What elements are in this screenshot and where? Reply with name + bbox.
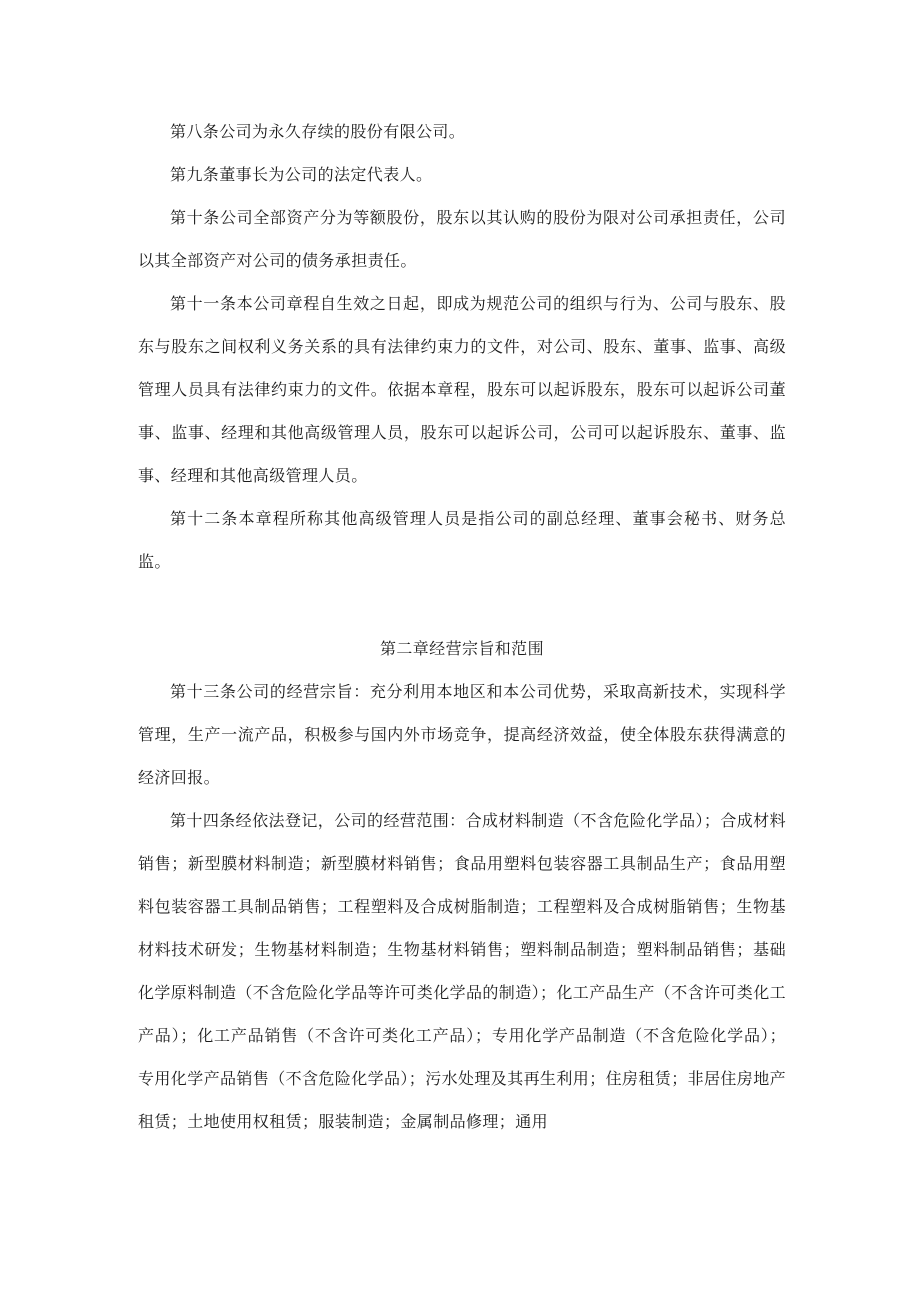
article-11: 第十一条本公司章程自生效之日起，即成为规范公司的组织与行为、公司与股东、股东与股东之间权利义务关系的具有法律约束力的文件，对公司、股东、董事、监事、高级管理人员具有法律约束力的文件。依据本章程，股东可以起诉股东，股东可以起诉公司董事、监事、经理和其他高级管理人员，股东可以起诉公司，公司可以起诉股东、董事、监事、经理和其他高级管理人员。 bbox=[138, 294, 786, 485]
article-10: 第十条公司全部资产分为等额股份，股东以其认购的股份为限对公司承担责任，公司以其全部资产对公司的债务承担责任。 bbox=[138, 208, 786, 270]
document-body bbox=[138, 110, 786, 1143]
article-12: 第十二条本章程所称其他高级管理人员是指公司的副总经理、董事会秘书、财务总监。 bbox=[138, 509, 786, 571]
chapter-heading: 第二章经营宗旨和范围 bbox=[379, 639, 544, 658]
section-gap bbox=[138, 583, 786, 627]
article-13: 第十三条公司的经营宗旨：充分利用本地区和本公司优势，采取高新技术，实现科学管理，生产一流产品，积极参与国内外市场竞争，提高经济效益，使全体股东获得满意的经济回报。 bbox=[138, 682, 786, 787]
article-14: 第十四条经依法登记，公司的经营范围：合成材料制造（不含危险化学品）；合成材料销售；新型膜材料制造；新型膜材料销售；食品用塑料包装容器工具制品生产；食品用塑料包装容器工具制品销售；工程塑料及合成树脂制造；工程塑料及合成树脂销售；生物基材料技术研发；生物基材料制造；生物基材料销售；塑料制品制造；塑料制品销售；基础化学原料制造（不含危险化学品等许可类化学品的制造）；化工产品生产（不含许可类化工产品）；化工产品销售（不含许可类化工产品）；专用化学产品制造（不含危险化学品）；专用化学产品销售（不含危险化学品）；污水处理及其再生利用；住房租赁；非居住房地产租赁；土地使用权租赁；服装制造；金属制品修理；通用 bbox=[138, 811, 787, 1131]
article-8: 第八条公司为永久存续的股份有限公司。 bbox=[170, 122, 466, 141]
article-9: 第九条董事长为公司的法定代表人。 bbox=[170, 165, 433, 184]
